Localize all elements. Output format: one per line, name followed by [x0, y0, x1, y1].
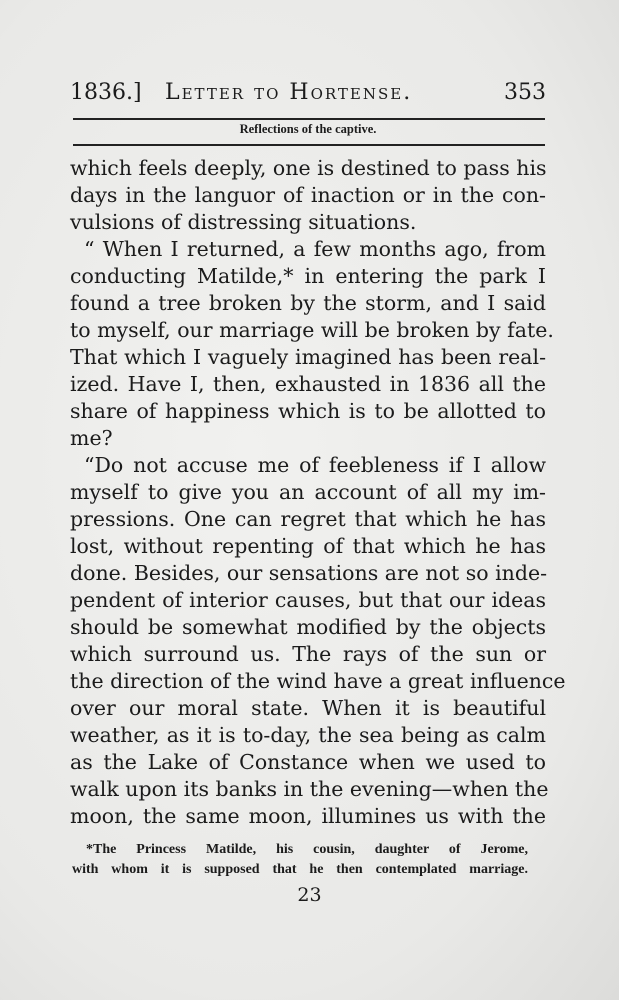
footnote — [72, 840, 528, 880]
text-line: “Do not accuse me of feebleness if I allow — [84, 453, 546, 477]
page-number: 353 — [504, 80, 546, 105]
running-head-year: 1836.] — [70, 80, 142, 105]
text-line: vulsions of distressing situations. — [70, 210, 417, 234]
signature-mark: 23 — [297, 884, 322, 906]
header-rule-top — [73, 118, 545, 120]
footnote-line: *The Princess Matilde, his cousin, daughter of Jerome, — [86, 842, 528, 857]
text-line: ized. Have I, then, exhausted in 1836 all the — [70, 372, 546, 396]
text-line: moon, the same moon, illumines us with the — [70, 804, 546, 828]
text-line: days in the languor of inaction or in the con- — [70, 183, 546, 207]
section-subhead: Reflections of the captive. — [239, 122, 377, 136]
text-line: That which I vaguely imagined has been real- — [70, 345, 546, 369]
text-line: myself to give you an account of all my im- — [70, 480, 546, 504]
text-line: which surround us. The rays of the sun or — [70, 642, 546, 666]
text-line: “ When I returned, a few months ago, from — [84, 237, 546, 261]
text-line: lost, without repenting of that which he has — [70, 534, 546, 558]
footnote-line: with whom it is supposed that he then contemplated marriage. — [72, 862, 528, 877]
text-line: pendent of interior causes, but that our ideas — [70, 588, 546, 612]
text-line: the direction of the wind have a great influence — [70, 669, 566, 693]
text-line: should be somewhat modified by the objects — [70, 615, 546, 639]
text-line: which feels deeply, one is destined to pass his — [70, 156, 547, 180]
body-text — [70, 155, 566, 830]
text-line: conducting Matilde,* in entering the park I — [70, 264, 546, 288]
text-line: share of happiness which is to be allotted to — [70, 399, 546, 423]
text-line: to myself, our marriage will be broken by fate. — [70, 318, 554, 342]
running-head — [70, 80, 546, 110]
text-line: pressions. One can regret that which he has — [70, 507, 546, 531]
text-line: me? — [70, 426, 113, 450]
text-line: found a tree broken by the storm, and I said — [70, 291, 546, 315]
text-line: as the Lake of Constance when we used to — [70, 750, 546, 774]
header-rule-bottom — [73, 144, 545, 146]
running-head-title: Letter to Hortense. — [165, 80, 413, 105]
text-line: weather, as it is to-day, the sea being as calm — [70, 723, 546, 747]
text-line: walk upon its banks in the evening—when the — [70, 777, 549, 801]
text-line: over our moral state. When it is beautiful — [70, 696, 546, 720]
text-line: done. Besides, our sensations are not so inde- — [70, 561, 548, 585]
